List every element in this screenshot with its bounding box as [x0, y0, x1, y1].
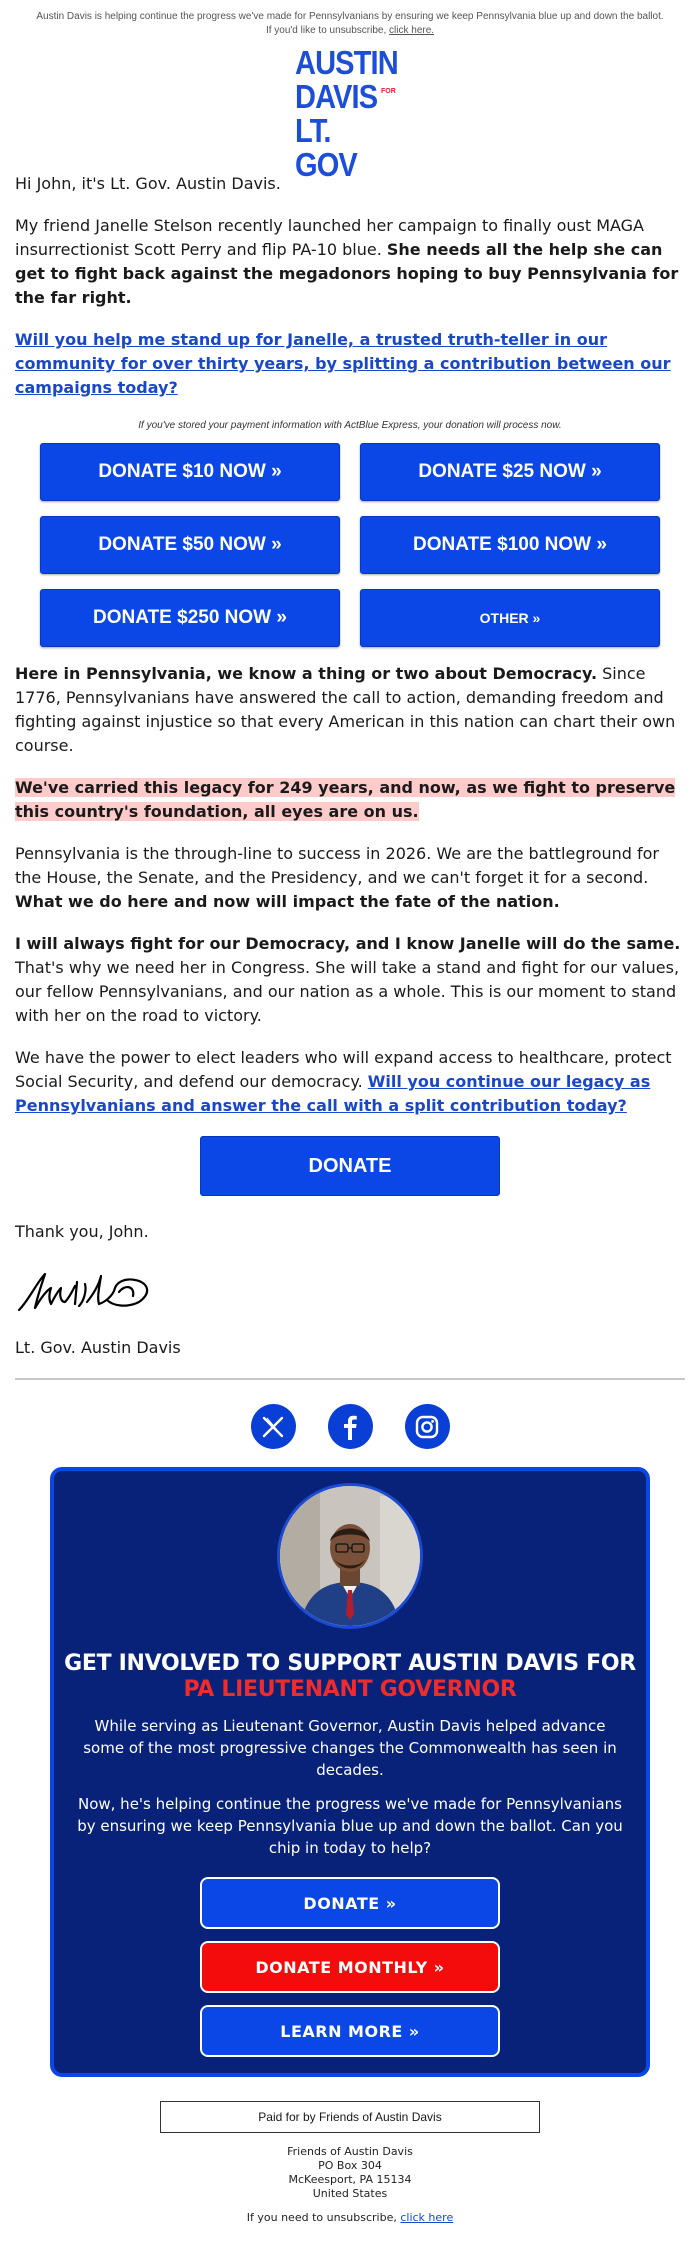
- donate-button[interactable]: DONATE: [200, 1136, 500, 1196]
- preheader-unsub-text: If you'd like to unsubscribe,: [265, 25, 390, 36]
- logo-line-2: DAVIS: [295, 78, 378, 115]
- paragraph-2: [15, 328, 685, 400]
- p1-bold: She needs all the help she can get to fight back against the megadonors hoping to buy Pennsylvania for the far right.: [15, 240, 679, 307]
- p6-text: That's why we need her in Congress. She will take a stand and fight for our values, our fellow Pennsylvanians, and our nation as a whole. This is our moment to stand with her on the road to victory.: [15, 958, 680, 1025]
- donate-10-button[interactable]: DONATE $10 NOW »: [40, 443, 340, 501]
- p1-text: My friend Janelle Stelson recently launched her campaign to finally oust MAGA insurrectionist Scott Perry and flip PA-10 blue.: [15, 216, 644, 259]
- p5-bold: What we do here and now will impact the fate of the nation.: [15, 892, 560, 911]
- address: [0, 2145, 700, 2201]
- paragraph-1: [15, 214, 685, 310]
- instagram-icon[interactable]: [405, 1404, 450, 1449]
- paragraph-3: [15, 662, 685, 758]
- facebook-icon[interactable]: [328, 1404, 373, 1449]
- logo-for: FOR: [381, 88, 396, 95]
- p7-text: We have the power to elect leaders who will expand access to healthcare, protect Social Security, and defend our democracy.: [15, 1048, 672, 1091]
- card-donate-monthly-button[interactable]: DONATE MONTHLY »: [200, 1941, 500, 1993]
- card-text-2: Now, he's helping continue the progress we've made for Pennsylvanians by ensuring we keep Pennsylvania blue up and down the ballot. Can you chip in today to help?: [77, 1795, 623, 1857]
- actblue-note: If you've stored your payment information with ActBlue Express, your donation will process now.: [138, 420, 562, 431]
- get-involved-card: [50, 1467, 650, 2077]
- highlighted-text: We've carried this legacy for 249 years, and now, as we fight to preserve this country's foundation, all eyes are on us.: [15, 778, 676, 821]
- social-icons: [0, 1404, 700, 1449]
- footer-unsubscribe: [0, 2211, 700, 2224]
- greeting: Hi John, it's Lt. Gov. Austin Davis.: [15, 174, 281, 193]
- donate-250-button[interactable]: DONATE $250 NOW »: [40, 589, 340, 647]
- card-donate-button[interactable]: DONATE »: [200, 1877, 500, 1929]
- unsub-text: If you need to unsubscribe,: [246, 2211, 401, 2224]
- paragraph-5: [15, 842, 685, 914]
- signoff-text: Lt. Gov. Austin Davis: [15, 1338, 181, 1357]
- thanks-text: Thank you, John.: [15, 1222, 149, 1241]
- avatar: [277, 1483, 423, 1629]
- preheader-unsubscribe-link[interactable]: click here.: [389, 25, 435, 36]
- logo: [295, 44, 405, 183]
- paid-for-box: Paid for by Friends of Austin Davis: [160, 2101, 540, 2133]
- x-icon[interactable]: [251, 1404, 296, 1449]
- card-title-line-1: GET INVOLVED TO SUPPORT AUSTIN DAVIS FOR: [64, 1651, 636, 1676]
- p5-text: Pennsylvania is the through-line to success in 2026. We are the battleground for the House, the Senate, and the Presidency, and we can't forget it for a second.: [15, 844, 660, 887]
- card-title-line-2: PA LIEUTENANT GOVERNOR: [183, 1677, 517, 1702]
- donate-25-button[interactable]: DONATE $25 NOW »: [360, 443, 660, 501]
- card-text-1: While serving as Lieutenant Governor, Austin Davis helped advance some of the most progressive changes the Commonwealth has seen in decades.: [83, 1717, 617, 1779]
- address-line: United States: [312, 2187, 388, 2200]
- logo-line-3: LT. GOV: [295, 112, 357, 183]
- p6-bold: I will always fight for our Democracy, and I know Janelle will do the same.: [15, 934, 681, 953]
- card-learn-more-button[interactable]: LEARN MORE »: [200, 2005, 500, 2057]
- logo-line-1: AUSTIN: [295, 44, 398, 81]
- divider: [15, 1378, 685, 1380]
- donate-grid: [40, 443, 660, 647]
- address-line: McKeesport, PA 15134: [288, 2173, 412, 2186]
- donate-other-button[interactable]: OTHER »: [360, 589, 660, 647]
- p3-bold: Here in Pennsylvania, we know a thing or two about Democracy.: [15, 664, 598, 683]
- address-line: PO Box 304: [318, 2159, 382, 2172]
- paragraph-7: [15, 1046, 685, 1118]
- donate-100-button[interactable]: DONATE $100 NOW »: [360, 516, 660, 574]
- paragraph-4: [15, 776, 685, 824]
- paragraph-6: [15, 932, 685, 1028]
- preheader: [0, 0, 700, 38]
- donate-50-button[interactable]: DONATE $50 NOW »: [40, 516, 340, 574]
- legacy-link[interactable]: Will you continue our legacy as Pennsylvanians and answer the call with a split contribution today?: [15, 1072, 651, 1115]
- card-title: [54, 1651, 646, 1703]
- signature-image: [15, 1262, 175, 1318]
- p3-text: Since 1776, Pennsylvanians have answered the call to action, demanding freedom and fighting against injustice so that every American in this nation can chart their own course.: [15, 664, 676, 755]
- footer-unsubscribe-link[interactable]: click here: [400, 2211, 454, 2224]
- signature: [15, 1262, 685, 1318]
- address-line: Friends of Austin Davis: [287, 2145, 413, 2158]
- split-contribution-link[interactable]: Will you help me stand up for Janelle, a trusted truth-teller in our community for over thirty years, by splitting a contribution between our campaigns today?: [15, 330, 671, 397]
- preheader-text: Austin Davis is helping continue the progress we've made for Pennsylvanians by ensuring we keep Pennsylvania blue up and down the ballot.: [36, 11, 664, 22]
